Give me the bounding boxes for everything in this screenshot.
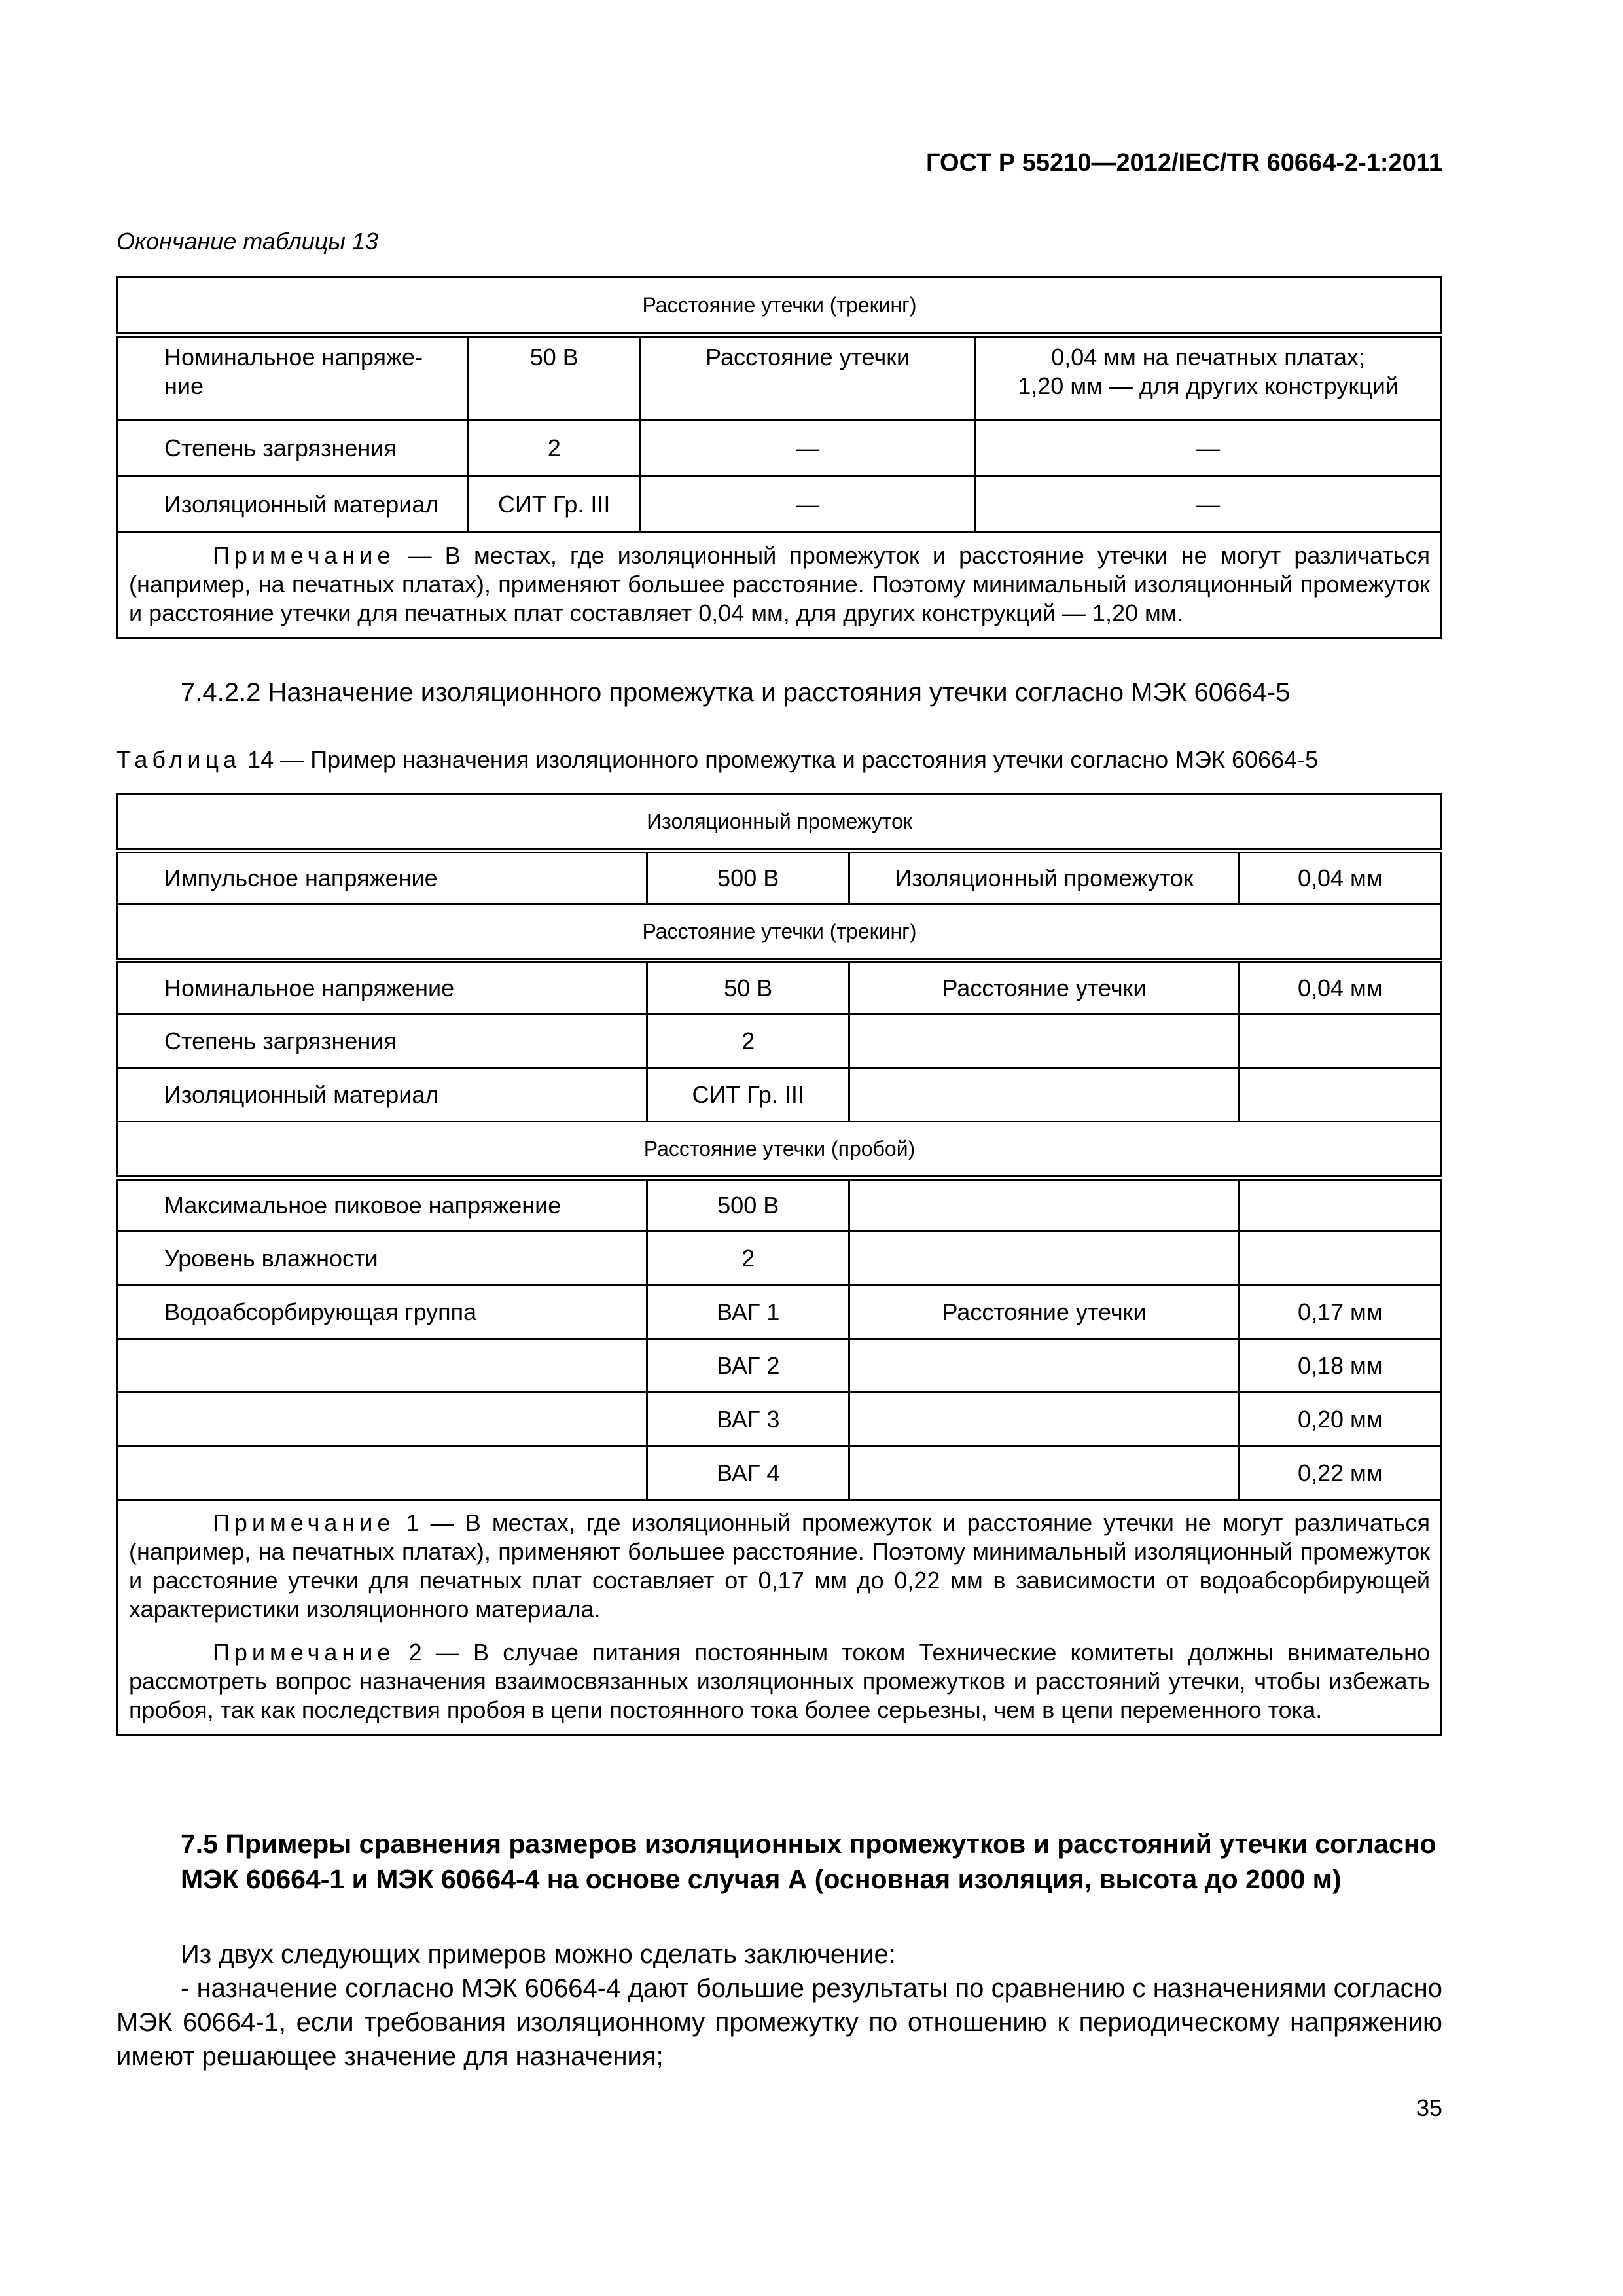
table14-section-clearance: Изоляционный промежуток <box>118 795 1442 851</box>
table14-cell: Расстояние утечки <box>849 1285 1239 1339</box>
section-7-5-heading: 7.5 Примеры сравнения размеров изоляционных промежутков и расстояний утечки согласно МЭК 60664-1 и МЭК 60664-4 на основе случая А (основная изоляция, высота до 2000 м) <box>181 1829 1436 1894</box>
table14-cell-empty <box>1239 1068 1441 1122</box>
table14-cell: 0,22 мм <box>1239 1446 1441 1500</box>
table14-cell: ВАГ 4 <box>647 1446 849 1500</box>
table-row <box>118 851 1442 905</box>
table14-cell: Номинальное напряжение <box>118 961 647 1014</box>
table14-cell: ВАГ 3 <box>647 1393 849 1446</box>
table14-cell: Изоляционный промежуток <box>849 851 1239 905</box>
table14-cell: Максимальное пиковое напряжение <box>118 1178 647 1232</box>
table-row <box>118 1232 1442 1285</box>
table14-note-1 <box>129 1509 1430 1624</box>
table-row <box>118 420 1442 476</box>
table14-cell-empty <box>849 1014 1239 1068</box>
table14-section-row <box>118 905 1442 961</box>
table-row <box>118 1339 1442 1393</box>
table14-cell: ВАГ 1 <box>647 1285 849 1339</box>
table14-cell: 2 <box>647 1232 849 1285</box>
table13-cell-material: Изоляционный материал <box>118 476 468 533</box>
table14-cell: Степень загрязнения <box>118 1014 647 1068</box>
table-row <box>118 1393 1442 1446</box>
table14-section-tracking: Расстояние утечки (трекинг) <box>118 905 1442 961</box>
document-id-header: ГОСТ Р 55210—2012/IEC/TR 60664-2-1:2011 <box>926 149 1442 177</box>
table13-section-title: Расстояние утечки (трекинг) <box>118 278 1442 335</box>
table14-cell-empty <box>849 1232 1239 1285</box>
table14-note2-label: Примечание <box>213 1639 395 1666</box>
table14-cell: 0,04 мм <box>1239 961 1441 1014</box>
table-14 <box>116 793 1442 1736</box>
table13-cell-dash: — <box>975 476 1442 533</box>
table14-cell-empty <box>849 1446 1239 1500</box>
table14-cell-empty <box>1239 1232 1441 1285</box>
table13-continuation-caption: Окончание таблицы 13 <box>116 228 378 255</box>
table14-cell: 500 В <box>647 851 849 905</box>
table14-cell: СИТ Гр. III <box>647 1068 849 1122</box>
table14-caption-label: Таблица <box>116 746 241 773</box>
table-row <box>118 1014 1442 1068</box>
table14-notes-row <box>118 1500 1442 1735</box>
table14-cell: Водоабсорбирующая группа <box>118 1285 647 1339</box>
table14-cell-empty <box>849 1393 1239 1446</box>
table14-cell: Расстояние утечки <box>849 961 1239 1014</box>
table13-note-text: — В местах, где изоляционный промежуток и расстояние утечки не могут различаться (например, на печатных платах), применяют большее расстояние. Поэтому минимальный изоляционный промежуток и расстояние утечки для печатных плат составляет 0,04 мм, для других конструкций — 1,20 мм. <box>129 542 1430 626</box>
body-paragraph: - назначение согласно МЭК 60664-4 дают большие результаты по сравнению с назначениями согласно МЭК 60664-1, если требования изоляционному промежутку по отношению к периодическому напряжению имеют решающее значение для назначения; <box>116 1974 1442 2071</box>
table14-cell-empty <box>1239 1014 1441 1068</box>
table14-cell-empty <box>849 1339 1239 1393</box>
table13-creepage-pcb: 0,04 мм на печатных платах; <box>1051 344 1366 370</box>
table14-caption-text: 14 — Пример назначения изоляционного промежутка и расстояния утечки согласно МЭК 60664-5 <box>241 746 1319 773</box>
table13-cell-creepage-values <box>975 335 1442 420</box>
body-paragraph: Из двух следующих примеров можно сделать заключение: <box>181 1940 896 1969</box>
table14-notes <box>118 1500 1442 1735</box>
table14-cell-empty <box>118 1339 647 1393</box>
table14-cell-empty <box>118 1446 647 1500</box>
table-row <box>118 335 1442 420</box>
table14-caption <box>116 746 1318 774</box>
subsection-7-4-2-2-title: 7.4.2.2 Назначение изоляционного промежутка и расстояния утечки согласно МЭК 60664-5 <box>181 678 1291 707</box>
table13-note-row <box>118 533 1442 638</box>
table14-section-row <box>118 1122 1442 1178</box>
table-row <box>118 1178 1442 1232</box>
table13-note <box>118 533 1442 638</box>
table-row <box>118 961 1442 1014</box>
table14-cell: 500 В <box>647 1178 849 1232</box>
table13-note-label: Примечание <box>213 542 395 569</box>
table14-cell: ВАГ 2 <box>647 1339 849 1393</box>
table14-cell: 50 В <box>647 961 849 1014</box>
section-7-5-body <box>116 1937 1442 2073</box>
table13-cell-material-value: СИТ Гр. III <box>468 476 641 533</box>
table-row <box>118 1068 1442 1122</box>
table13-cell-dash: — <box>641 476 975 533</box>
table14-cell: Изоляционный материал <box>118 1068 647 1122</box>
page-number: 35 <box>1416 2094 1442 2121</box>
table13-creepage-other: 1,20 мм — для других конструкций <box>1018 372 1399 399</box>
table14-section-breakdown: Расстояние утечки (пробой) <box>118 1122 1442 1178</box>
table14-cell-empty <box>849 1068 1239 1122</box>
table13-cell-pollution-value: 2 <box>468 420 641 476</box>
table14-cell: 0,20 мм <box>1239 1393 1441 1446</box>
table14-note1-label: Примечание <box>213 1509 395 1536</box>
table-row <box>118 476 1442 533</box>
table14-cell: Импульсное напряжение <box>118 851 647 905</box>
table-row <box>118 1446 1442 1500</box>
table14-cell: 0,04 мм <box>1239 851 1441 905</box>
table13-cell-pollution: Степень загрязнения <box>118 420 468 476</box>
table14-note1-text: 1 — В местах, где изоляционный промежуток и расстояние утечки не могут различаться (например, на печатных платах), применяют большее расстояние. Поэтому минимальный изоляционный промежуток и расстояние утечки для печатных плат составляет от 0,17 мм до 0,22 мм в зависимости от водоабсорбирующей характеристики изоляционного материала. <box>129 1509 1430 1623</box>
table14-cell-empty <box>118 1393 647 1446</box>
table14-note-2 <box>129 1638 1430 1725</box>
table14-section-row <box>118 795 1442 851</box>
table14-cell-empty <box>1239 1178 1441 1232</box>
table13-cell-nominal-voltage: Номинальное напряже-ние <box>118 335 468 420</box>
table13-cell-dash: — <box>975 420 1442 476</box>
table-row <box>118 1285 1442 1339</box>
table14-note2-text: 2 — В случае питания постоянным током Технические комитеты должны внимательно рассмотреть вопрос назначения взаимосвязанных изоляционных промежутков и расстояний утечки, чтобы избежать пробоя, так как последствия пробоя в цепи постоянного тока более серьезны, чем в цепи переменного тока. <box>129 1639 1430 1723</box>
table-13 <box>116 276 1442 639</box>
table14-cell: 0,18 мм <box>1239 1339 1441 1393</box>
table14-cell: 0,17 мм <box>1239 1285 1441 1339</box>
table14-cell: 2 <box>647 1014 849 1068</box>
table13-cell-voltage-value: 50 В <box>468 335 641 420</box>
table13-cell-dash: — <box>641 420 975 476</box>
table14-cell-empty <box>849 1178 1239 1232</box>
table13-section-row <box>118 278 1442 335</box>
table14-cell: Уровень влажности <box>118 1232 647 1285</box>
table13-cell-creepage-label: Расстояние утечки <box>641 335 975 420</box>
